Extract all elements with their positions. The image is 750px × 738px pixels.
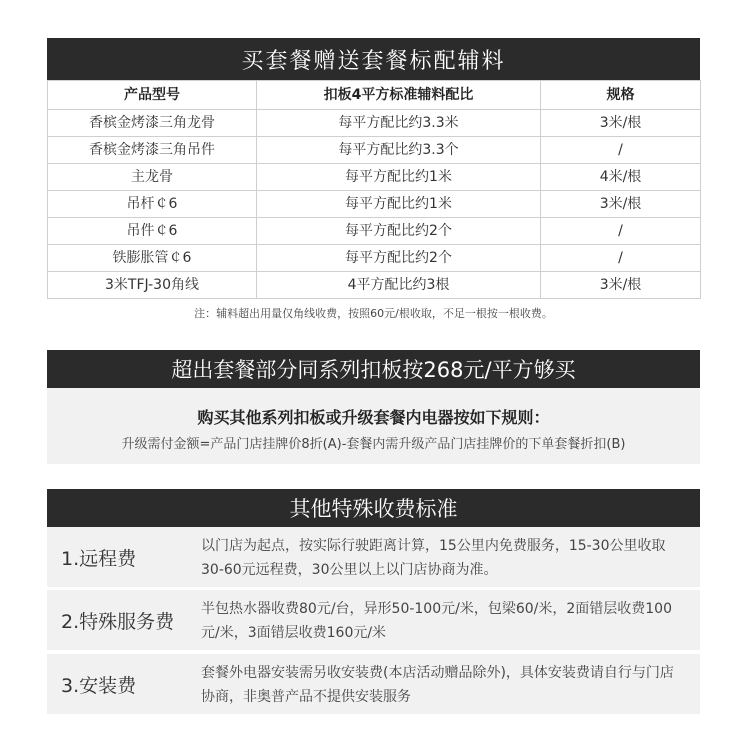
cell-model: 香槟金烤漆三角龙骨 xyxy=(48,110,257,137)
cell-ratio: 4平方配比约3根 xyxy=(257,272,541,299)
special-fees-title: 其他特殊收费标准 xyxy=(289,497,458,521)
cell-ratio: 每平方配比约1米 xyxy=(257,191,541,218)
cell-ratio: 每平方配比约1米 xyxy=(257,164,541,191)
cell-spec: 4米/根 xyxy=(541,164,701,191)
overage-title-bar xyxy=(47,350,700,388)
accessories-title: 买套餐赠送套餐标配辅料 xyxy=(241,48,506,74)
cell-model: 吊件￠6 xyxy=(48,218,257,245)
table-row xyxy=(48,191,701,218)
cell-spec: 3米/根 xyxy=(541,110,701,137)
header-spec: 规格 xyxy=(541,81,701,110)
upgrade-rule-title: 购买其他系列扣板或升级套餐内电器按如下规则： xyxy=(197,408,550,427)
cell-model: 香槟金烤漆三角吊件 xyxy=(48,137,257,164)
overage-title: 超出套餐部分同系列扣板按268元/平方够买 xyxy=(171,358,576,382)
cell-ratio: 每平方配比约3.3米 xyxy=(257,110,541,137)
cell-spec: / xyxy=(541,218,701,245)
header-model: 产品型号 xyxy=(48,81,257,110)
accessories-table xyxy=(47,80,701,299)
table-header-row xyxy=(48,81,701,110)
accessories-title-bar xyxy=(47,38,700,80)
cell-model: 主龙骨 xyxy=(48,164,257,191)
cell-spec: 3米/根 xyxy=(541,191,701,218)
table-row xyxy=(48,218,701,245)
cell-ratio: 每平方配比约3.3个 xyxy=(257,137,541,164)
fee-item-special-service xyxy=(47,590,700,650)
cell-model: 铁膨胀管￠6 xyxy=(48,245,257,272)
table-row xyxy=(48,272,701,299)
fee-description: 半包热水器收费80元/台，异形50-100元/米，包梁60/米，2面错层收费100元/米，3面错层收费160元/米 xyxy=(201,601,672,641)
fee-label: 3.安装费 xyxy=(61,675,137,697)
fee-description: 套餐外电器安装需另收安装费(本店活动赠品除外)，具体安装费请自行与门店协商，非奥普产品不提供安装服务 xyxy=(201,665,674,705)
cell-spec: / xyxy=(541,245,701,272)
header-ratio: 扣板4平方标准辅料配比 xyxy=(257,81,541,110)
fee-item-remote xyxy=(47,527,700,587)
special-fees-title-bar xyxy=(47,489,700,527)
table-row xyxy=(48,110,701,137)
upgrade-rule-box xyxy=(47,388,700,464)
fee-description: 以门店为起点，按实际行驶距离计算，15公里内免费服务，15-30公里收取30-60元远程费，30公里以上以门店协商为准。 xyxy=(201,538,666,578)
fee-label: 1.远程费 xyxy=(61,548,137,570)
table-row xyxy=(48,245,701,272)
table-row xyxy=(48,164,701,191)
cell-ratio: 每平方配比约2个 xyxy=(257,218,541,245)
fee-item-installation xyxy=(47,654,700,714)
cell-model: 吊杆￠6 xyxy=(48,191,257,218)
table-row xyxy=(48,137,701,164)
cell-spec: / xyxy=(541,137,701,164)
cell-spec: 3米/根 xyxy=(541,272,701,299)
upgrade-rule-text: 升级需付金额=产品门店挂牌价8折(A)-套餐内需升级产品门店挂牌价的下单套餐折扣(B) xyxy=(121,437,626,452)
cell-model: 3米TFJ-30角线 xyxy=(48,272,257,299)
fee-label: 2.特殊服务费 xyxy=(61,611,175,633)
cell-ratio: 每平方配比约2个 xyxy=(257,245,541,272)
accessories-note: 注：辅料超出用量仅角线收费，按照60元/根收取，不足一根按一根收费。 xyxy=(194,307,553,320)
